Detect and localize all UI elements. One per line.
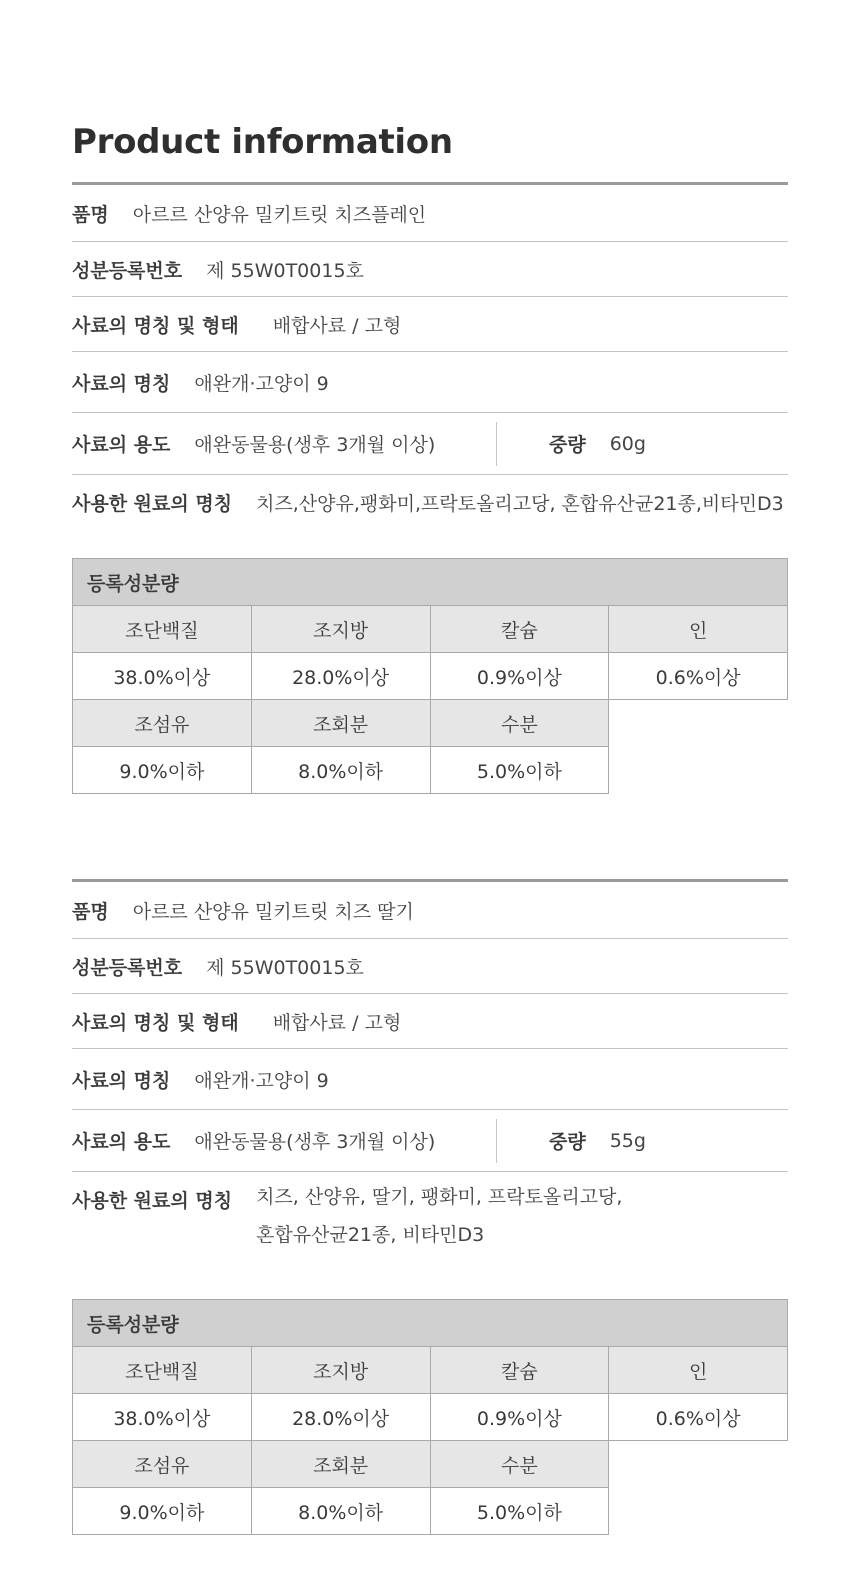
registration-row <box>72 242 788 297</box>
feed-name-label: 사료의 명칭 <box>72 1069 171 1092</box>
feed-use-value: 애완동물용(생후 3개월 이상) <box>194 434 436 456</box>
nutrition-table-1 <box>72 558 788 794</box>
nutrition-header: 등록성분량 <box>73 559 788 606</box>
nutrient-value: 28.0%이상 <box>251 1394 430 1441</box>
ingredients-row <box>72 1172 788 1268</box>
feed-type-row <box>72 994 788 1049</box>
nutrient-name: 수분 <box>430 1441 609 1488</box>
nutrient-name: 칼슘 <box>430 1347 609 1394</box>
nutrient-name: 인 <box>609 1347 788 1394</box>
nutrient-name: 수분 <box>430 700 609 747</box>
product-info-section-1 <box>72 182 788 529</box>
feed-use-row <box>72 1110 788 1172</box>
empty-cell <box>609 700 788 747</box>
feed-use-value: 애완동물용(생후 3개월 이상) <box>194 1131 436 1153</box>
product-name-label: 품명 <box>72 203 109 226</box>
nutrient-value: 8.0%이하 <box>251 1488 430 1535</box>
nutrition-table-2 <box>72 1299 788 1535</box>
nutrient-value: 5.0%이하 <box>430 747 609 794</box>
nutrient-name: 인 <box>609 606 788 653</box>
weight-value: 60g <box>609 432 646 455</box>
registration-label: 성분등록번호 <box>72 956 183 979</box>
ingredients-label: 사용한 원료의 명칭 <box>72 492 233 515</box>
ingredients-line: 혼합유산균21종, 비타민D3 <box>256 1224 485 1246</box>
nutrient-value: 0.9%이상 <box>430 1394 609 1441</box>
product-name-value: 아르르 산양유 밀키트릿 치즈 딸기 <box>132 900 414 923</box>
feed-name-row <box>72 1049 788 1110</box>
ingredients-row <box>72 475 788 529</box>
empty-cell <box>609 747 788 794</box>
weight-label: 중량 <box>549 1131 586 1153</box>
nutrient-name: 조단백질 <box>73 606 252 653</box>
feed-name-label: 사료의 명칭 <box>72 372 171 395</box>
nutrient-name: 조지방 <box>251 606 430 653</box>
product-name-label: 품명 <box>72 900 109 923</box>
product-name-value: 아르르 산양유 밀키트릿 치즈플레인 <box>132 203 427 226</box>
nutrient-name: 칼슘 <box>430 606 609 653</box>
nutrient-name: 조지방 <box>251 1347 430 1394</box>
ingredients-value <box>256 1178 622 1254</box>
feed-type-value: 배합사료 / 고형 <box>272 1011 402 1034</box>
nutrient-value: 5.0%이하 <box>430 1488 609 1535</box>
registration-label: 성분등록번호 <box>72 259 183 282</box>
nutrient-value: 0.6%이상 <box>609 653 788 700</box>
nutrient-name: 조회분 <box>251 700 430 747</box>
ingredients-label: 사용한 원료의 명칭 <box>72 1190 233 1212</box>
product-name-row <box>72 882 788 939</box>
feed-type-label: 사료의 명칭 및 형태 <box>72 1011 239 1034</box>
feed-use-label: 사료의 용도 <box>72 434 171 456</box>
nutrient-value: 38.0%이상 <box>73 653 252 700</box>
registration-value: 제 55W0T0015호 <box>206 956 364 979</box>
feed-type-row <box>72 297 788 352</box>
nutrient-name: 조단백질 <box>73 1347 252 1394</box>
empty-cell <box>609 1488 788 1535</box>
nutrient-value: 0.6%이상 <box>609 1394 788 1441</box>
ingredients-value: 치즈,산양유,팽화미,프락토올리고당, 혼합유산균21종,비타민D3 <box>256 492 784 515</box>
nutrient-value: 28.0%이상 <box>251 653 430 700</box>
feed-type-value: 배합사료 / 고형 <box>272 314 402 337</box>
nutrient-value: 9.0%이하 <box>73 1488 252 1535</box>
feed-name-row <box>72 352 788 413</box>
registration-row <box>72 939 788 994</box>
nutrient-value: 9.0%이하 <box>73 747 252 794</box>
ingredients-line: 치즈, 산양유, 딸기, 팽화미, 프락토올리고당, <box>256 1186 623 1208</box>
nutrient-value: 8.0%이하 <box>251 747 430 794</box>
product-name-row <box>72 185 788 242</box>
registration-value: 제 55W0T0015호 <box>206 259 364 282</box>
weight-value: 55g <box>609 1129 646 1152</box>
weight-label: 중량 <box>549 434 586 456</box>
feed-use-row <box>72 413 788 475</box>
feed-type-label: 사료의 명칭 및 형태 <box>72 314 239 337</box>
feed-name-value: 애완개·고양이 9 <box>194 372 329 395</box>
page-title: Product information <box>72 122 453 162</box>
feed-use-label: 사료의 용도 <box>72 1131 171 1153</box>
feed-name-value: 애완개·고양이 9 <box>194 1069 329 1092</box>
nutrition-header: 등록성분량 <box>73 1300 788 1347</box>
nutrient-name: 조회분 <box>251 1441 430 1488</box>
empty-cell <box>609 1441 788 1488</box>
nutrient-value: 0.9%이상 <box>430 653 609 700</box>
product-info-section-2 <box>72 879 788 1268</box>
nutrient-name: 조섬유 <box>73 1441 252 1488</box>
nutrient-value: 38.0%이상 <box>73 1394 252 1441</box>
nutrient-name: 조섬유 <box>73 700 252 747</box>
